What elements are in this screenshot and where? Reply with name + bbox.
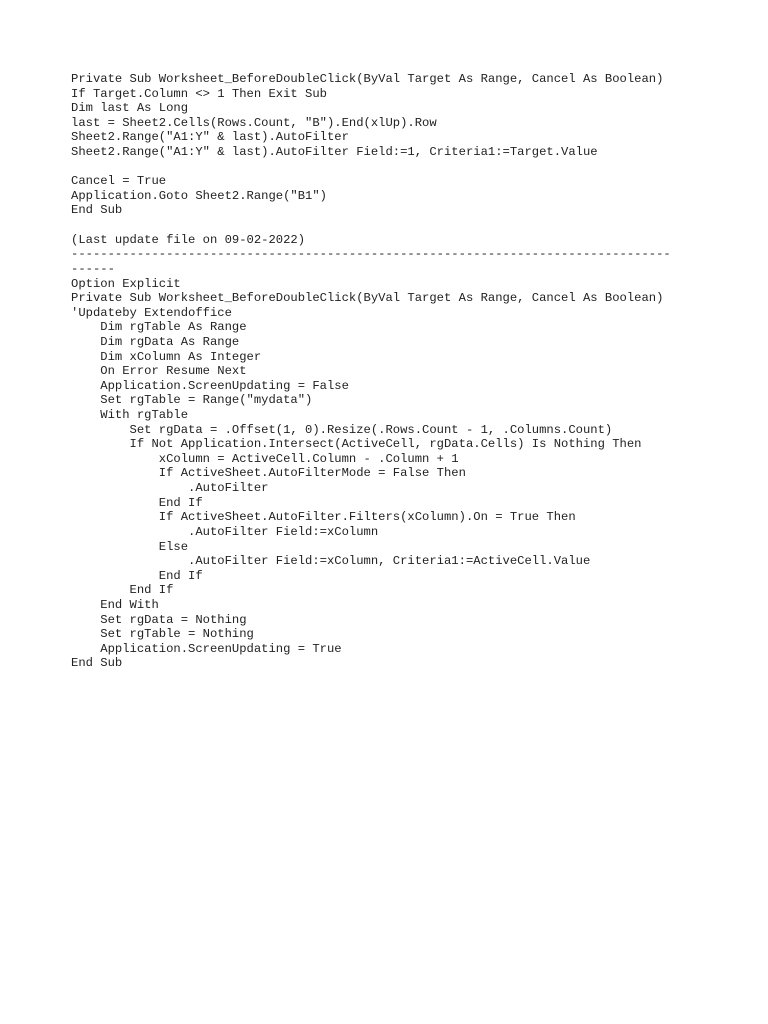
code-line: Application.ScreenUpdating = True	[71, 641, 342, 656]
code-line: On Error Resume Next	[71, 364, 247, 379]
code-line: (Last update file on 09-02-2022)	[71, 232, 306, 247]
code-line: End Sub	[71, 203, 123, 218]
code-line: If Target.Column <> 1 Then Exit Sub	[71, 86, 327, 101]
code-line: End If	[71, 568, 203, 583]
code-line: Set rgTable = Nothing	[71, 627, 254, 642]
code-line: If Not Application.Intersect(ActiveCell, rgData.Cells) Is Nothing Then	[71, 437, 642, 452]
code-line: Dim rgTable As Range	[71, 320, 247, 335]
code-line: Private Sub Worksheet_BeforeDoubleClick(ByVal Target As Range, Cancel As Boolean)	[71, 291, 664, 306]
code-line: Set rgData = Nothing	[71, 612, 247, 627]
code-listing	[71, 72, 671, 671]
code-line: 'Updateby Extendoffice	[71, 305, 232, 320]
code-line: .AutoFilter Field:=xColumn, Criteria1:=ActiveCell.Value	[71, 554, 591, 569]
code-line	[71, 160, 671, 175]
code-line: Private Sub Worksheet_BeforeDoubleClick(ByVal Target As Range, Cancel As Boolean)	[71, 72, 664, 86]
code-line: Sheet2.Range("A1:Y" & last).AutoFilter	[71, 130, 349, 145]
code-line: .AutoFilter Field:=xColumn	[71, 524, 379, 539]
code-line: .AutoFilter	[71, 481, 269, 496]
code-line: Set rgData = .Offset(1, 0).Resize(.Rows.Count - 1, .Columns.Count)	[71, 422, 613, 437]
code-line: Else	[71, 539, 189, 554]
code-line: End Sub	[71, 656, 123, 671]
code-line: End If	[71, 495, 203, 510]
code-line: ----------------------------------------------------------------------------------	[71, 247, 671, 262]
code-line: Application.ScreenUpdating = False	[71, 378, 349, 393]
code-line: End With	[71, 597, 159, 612]
code-line: Dim rgData As Range	[71, 334, 240, 349]
code-line: ------	[71, 261, 115, 276]
code-line: If ActiveSheet.AutoFilter.Filters(xColumn).On = True Then	[71, 510, 576, 525]
code-line: Set rgTable = Range("mydata")	[71, 393, 313, 408]
code-line: If ActiveSheet.AutoFilterMode = False Then	[71, 466, 466, 481]
code-line: Dim xColumn As Integer	[71, 349, 262, 364]
code-line: Application.Goto Sheet2.Range("B1")	[71, 188, 327, 203]
code-line: Sheet2.Range("A1:Y" & last).AutoFilter Field:=1, Criteria1:=Target.Value	[71, 145, 598, 160]
code-line: xColumn = ActiveCell.Column - .Column + 1	[71, 451, 459, 466]
code-line: Option Explicit	[71, 276, 181, 291]
code-line: Cancel = True	[71, 174, 167, 189]
code-line: End If	[71, 583, 174, 598]
code-line: With rgTable	[71, 408, 189, 423]
code-line: Dim last As Long	[71, 101, 189, 116]
code-line	[71, 218, 671, 233]
code-line: last = Sheet2.Cells(Rows.Count, "B").End(xlUp).Row	[71, 115, 437, 130]
